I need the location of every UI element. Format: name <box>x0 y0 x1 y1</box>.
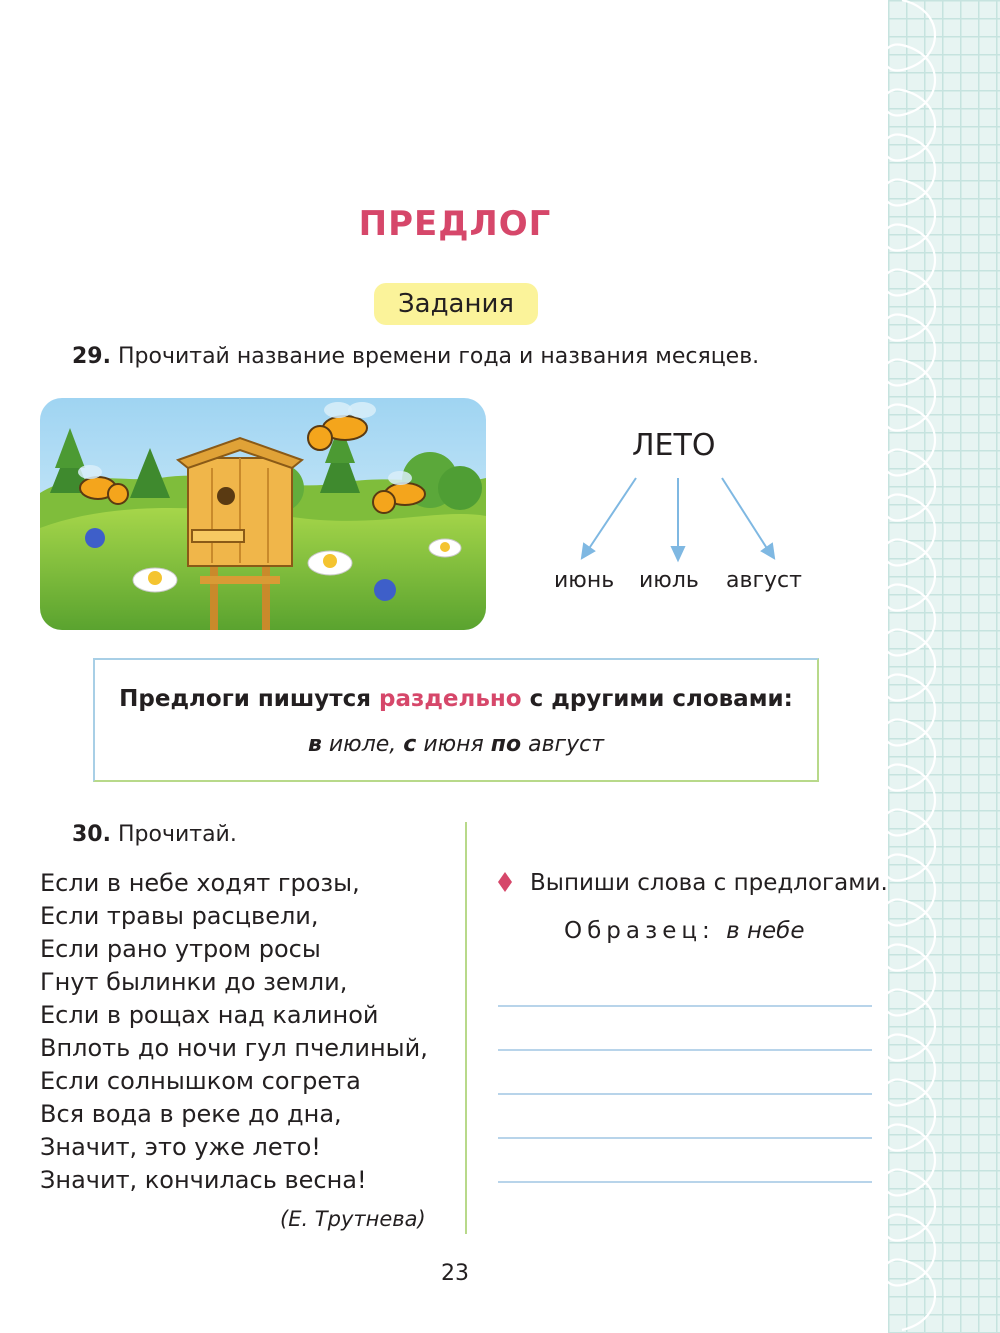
task-30-instruction: Выпиши слова с предлогами. <box>530 870 888 896</box>
poem-line: Если в рощах над калиной <box>40 1001 379 1029</box>
month-july: июль <box>639 568 699 593</box>
task-29-text: Прочитай название времени года и названия месяцев. <box>117 344 760 369</box>
answer-line[interactable] <box>498 1093 872 1095</box>
poem-line: Если солнышком согрета <box>40 1067 361 1095</box>
diamond-bullet-icon <box>498 872 512 892</box>
poem-author: (Е. Трутнева) <box>280 1207 426 1231</box>
rule-text-before: Предлоги пишутся <box>119 686 379 712</box>
sample-label: Образец: <box>564 918 715 944</box>
example-preposition: по <box>490 732 522 757</box>
poem-line: Вплоть до ночи гул пчелиный, <box>40 1034 428 1062</box>
rule-accent-word: раздельно <box>379 686 522 712</box>
poem-line: Если рано утром росы <box>40 935 321 963</box>
sample <box>564 918 804 944</box>
task-29-heading <box>72 344 759 369</box>
example-preposition: в <box>307 732 322 757</box>
answer-line[interactable] <box>498 1137 872 1139</box>
page-title: ПРЕДЛОГ <box>358 204 552 244</box>
answer-line[interactable] <box>498 1181 872 1183</box>
poem-line: Значит, кончилась весна! <box>40 1166 367 1194</box>
beehive-meadow-illustration <box>40 398 486 630</box>
sample-value: в небе <box>726 918 805 944</box>
page-number: 23 <box>441 1261 469 1286</box>
example-word: август <box>528 732 605 757</box>
season-label: ЛЕТО <box>632 428 716 463</box>
answer-line[interactable] <box>498 1005 872 1007</box>
poem-line: Если травы расцвели, <box>40 902 319 930</box>
task-30-heading <box>72 822 237 847</box>
rule-statement <box>95 686 817 712</box>
rule-examples <box>95 732 817 757</box>
poem <box>40 867 460 1197</box>
example-preposition: с <box>403 732 417 757</box>
month-august: август <box>726 568 802 593</box>
rule-box <box>93 658 819 782</box>
month-june: июнь <box>554 568 615 593</box>
margin-loops-decoration <box>888 0 1000 1333</box>
poem-line: Вся вода в реке до дна, <box>40 1100 342 1128</box>
margin-grid-decoration <box>888 0 1000 1333</box>
answer-line[interactable] <box>498 1049 872 1051</box>
poem-line: Значит, это уже лето! <box>40 1133 321 1161</box>
rule-text-after: с другими словами: <box>521 686 793 712</box>
poem-line: Если в небе ходят грозы, <box>40 869 360 897</box>
poem-line: Гнут былинки до земли, <box>40 968 348 996</box>
task-29-number: 29. <box>72 344 111 369</box>
column-divider <box>465 822 467 1234</box>
example-word: июле, <box>328 732 397 757</box>
example-word: июня <box>423 732 484 757</box>
task-30-text: Прочитай. <box>117 822 237 847</box>
tasks-label: Задания <box>374 283 538 325</box>
task-30-number: 30. <box>72 822 111 847</box>
